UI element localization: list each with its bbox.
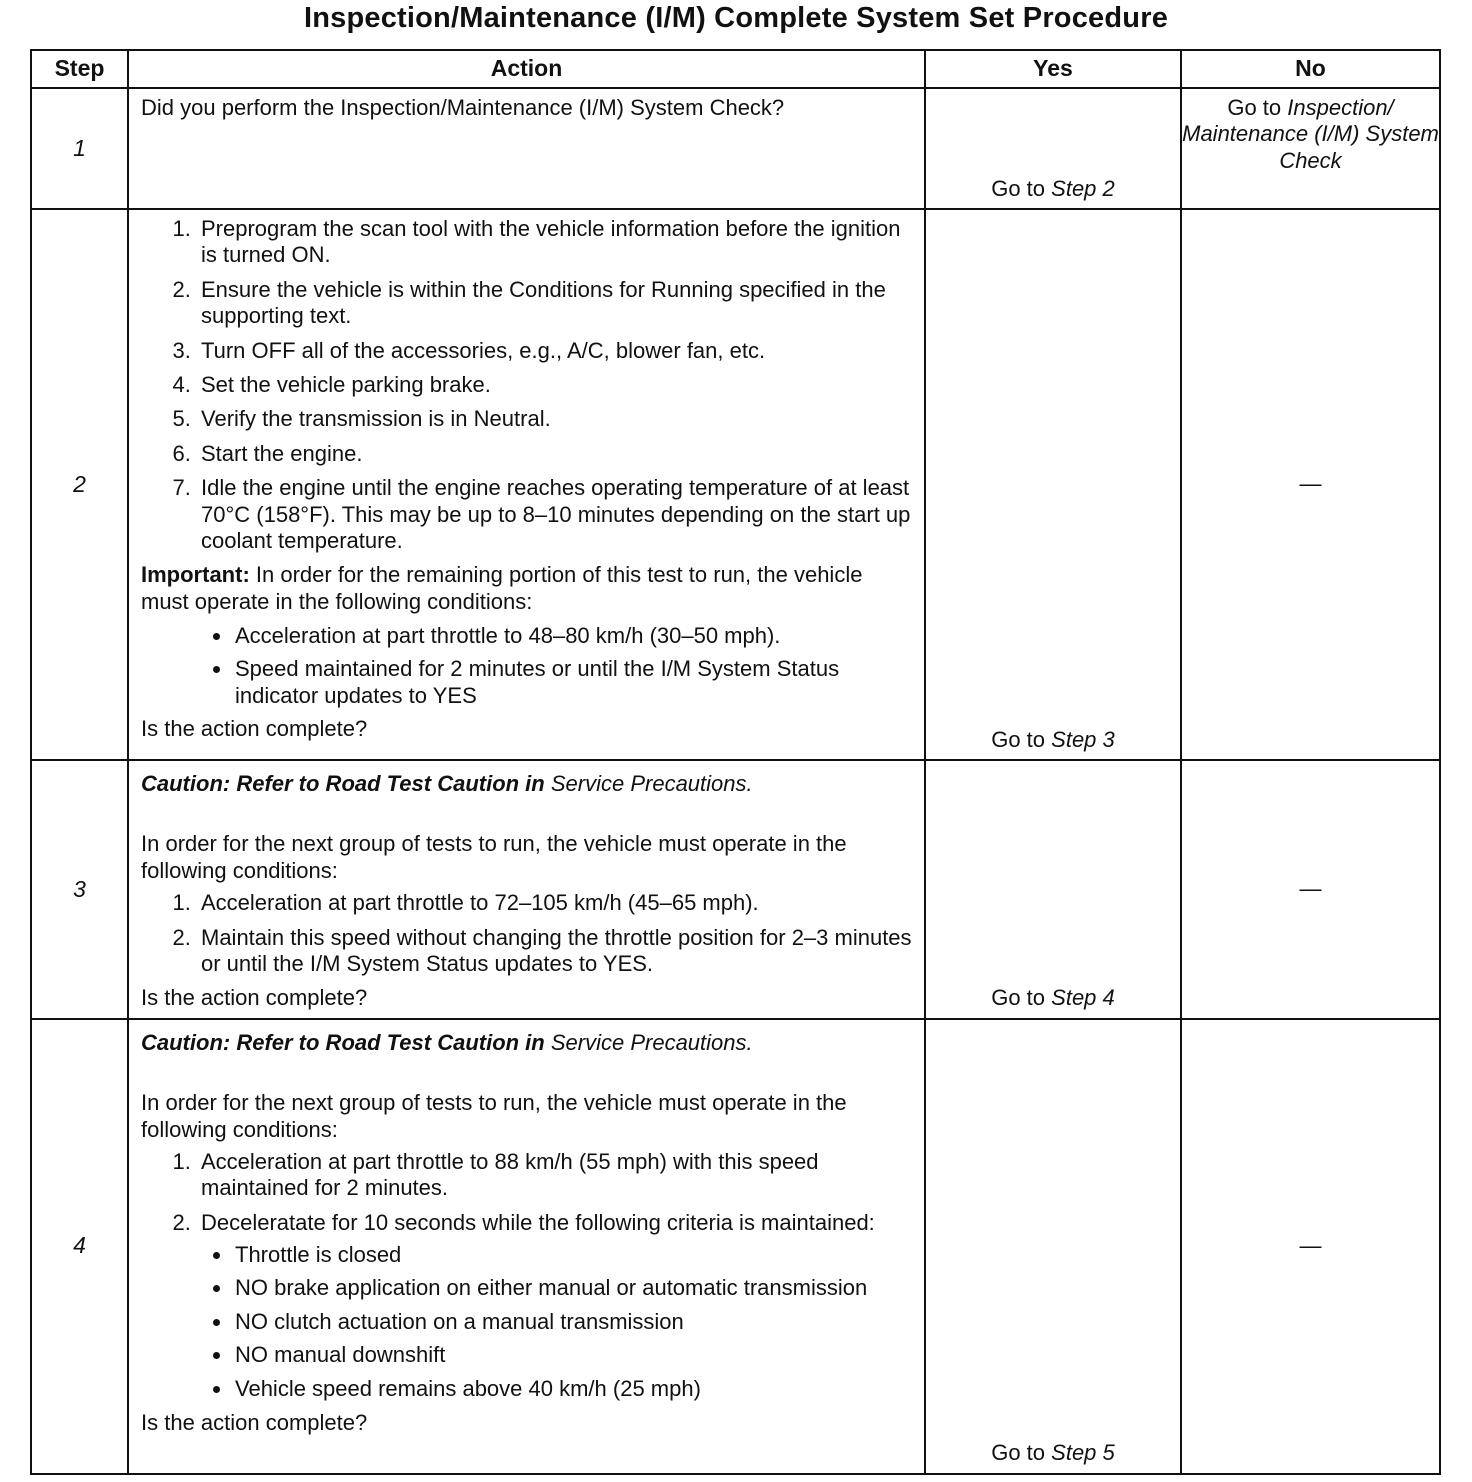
no-cell xyxy=(1181,209,1440,760)
list-item: 1. Acceleration at part throttle to 88 km/h (55 mph) with this speed maintained for 2 minutes. xyxy=(197,1149,912,1202)
caution-note xyxy=(141,1030,912,1056)
bullet-list xyxy=(141,623,912,709)
important-note xyxy=(141,562,912,615)
step-number: 3 xyxy=(31,760,128,1019)
bullet-item: • Acceleration at part throttle to 48–80 km/h (30–50 mph). xyxy=(233,623,912,649)
service-precautions-link[interactable]: Service Precautions. xyxy=(550,1029,753,1055)
important-label: Important: xyxy=(141,562,250,588)
action-question: Did you perform the Inspection/Maintenance (I/M) System Check? xyxy=(141,95,785,120)
yes-cell xyxy=(925,760,1181,1019)
no-cell xyxy=(1181,1019,1440,1474)
no-cell xyxy=(1181,760,1440,1019)
no-dash: — xyxy=(1299,876,1322,902)
list-item: 1. Acceleration at part throttle to 72–105 km/h (45–65 mph). xyxy=(197,890,912,916)
caution-text: Caution: Refer to Road Test Caution in xyxy=(141,1029,545,1055)
list-item xyxy=(197,1210,912,1402)
yes-goto-link[interactable]: Step 3 xyxy=(1051,726,1115,752)
bullet-item: • NO brake application on either manual or automatic transmission xyxy=(233,1275,912,1301)
action-question: Is the action complete? xyxy=(141,716,368,742)
yes-goto-prefix: Go to xyxy=(991,985,1046,1011)
list-item: 5. Verify the transmission is in Neutral. xyxy=(197,406,912,432)
action-cell xyxy=(128,1019,925,1474)
list-item: 7. Idle the engine until the engine reaches operating temperature of at least 70°C (158°F). This may be up to 8–10 minutes depending on the start up coolant temperature. xyxy=(197,475,912,554)
yes-goto-link[interactable]: Step 2 xyxy=(1051,175,1115,201)
action-question: Is the action complete? xyxy=(141,985,368,1011)
yes-goto-prefix: Go to xyxy=(991,1440,1046,1466)
no-dash: — xyxy=(1299,1233,1322,1259)
bullet-item: • Vehicle speed remains above 40 km/h (25 mph) xyxy=(233,1376,912,1402)
yes-cell xyxy=(925,209,1181,760)
no-cell xyxy=(1181,88,1440,209)
header-action: Action xyxy=(128,50,925,88)
header-row xyxy=(31,50,1440,88)
table-row-step-3 xyxy=(31,760,1440,1019)
service-precautions-link[interactable]: Service Precautions. xyxy=(550,771,753,796)
numbered-list xyxy=(141,216,912,554)
no-goto-link[interactable]: Inspection/ Maintenance (I/M) System Check xyxy=(1182,95,1439,173)
no-goto-prefix: Go to xyxy=(1227,95,1282,120)
table-row-step-4 xyxy=(31,1019,1440,1474)
list-item: 3. Turn OFF all of the accessories, e.g., A/C, blower fan, etc. xyxy=(197,338,912,364)
bullet-list xyxy=(201,1242,912,1402)
action-cell xyxy=(128,209,925,760)
intro-text: In order for the next group of tests to run, the vehicle must operate in the following conditions: xyxy=(141,831,847,883)
bullet-item: • Throttle is closed xyxy=(233,1242,912,1268)
step-number: 1 xyxy=(31,88,128,209)
caution-text: Caution: Refer to Road Test Caution in xyxy=(141,771,545,796)
numbered-list xyxy=(141,1149,912,1402)
caution-note xyxy=(141,771,912,797)
procedure-table xyxy=(30,49,1441,1475)
step-number: 4 xyxy=(31,1019,128,1474)
table-row-step-1 xyxy=(31,88,1440,209)
bullet-item: • NO manual downshift xyxy=(233,1342,912,1368)
list-item: 1. Preprogram the scan tool with the vehicle information before the ignition is turned ON. xyxy=(197,216,912,269)
header-yes: Yes xyxy=(925,50,1181,88)
list-item: 4. Set the vehicle parking brake. xyxy=(197,372,912,398)
list-item: 6. Start the engine. xyxy=(197,441,912,467)
action-question: Is the action complete? xyxy=(141,1410,368,1436)
bullet-item: • Speed maintained for 2 minutes or until the I/M System Status indicator updates to YES xyxy=(233,656,912,709)
action-cell xyxy=(128,88,925,209)
list-item-text: Deceleratate for 10 seconds while the following criteria is maintained: xyxy=(201,1209,875,1235)
list-item: 2. Ensure the vehicle is within the Conditions for Running specified in the supporting text. xyxy=(197,277,912,330)
yes-goto-link[interactable]: Step 5 xyxy=(1051,1440,1115,1466)
yes-goto-prefix: Go to xyxy=(991,175,1046,201)
bullet-item: • NO clutch actuation on a manual transmission xyxy=(233,1309,912,1335)
intro-text: In order for the next group of tests to run, the vehicle must operate in the following conditions: xyxy=(141,1090,847,1142)
numbered-list xyxy=(141,890,912,977)
action-cell xyxy=(128,760,925,1019)
table-row-step-2 xyxy=(31,209,1440,760)
important-text: In order for the remaining portion of this test to run, the vehicle must operate in the following conditions: xyxy=(141,562,863,614)
header-no: No xyxy=(1181,50,1440,88)
no-dash: — xyxy=(1299,471,1322,497)
yes-cell xyxy=(925,88,1181,209)
step-number: 2 xyxy=(31,209,128,760)
yes-goto-prefix: Go to xyxy=(991,726,1046,752)
header-step: Step xyxy=(31,50,128,88)
list-item: 2. Maintain this speed without changing the throttle position for 2–3 minutes or until the I/M System Status updates to YES. xyxy=(197,925,912,978)
yes-goto-link[interactable]: Step 4 xyxy=(1051,985,1115,1011)
yes-cell xyxy=(925,1019,1181,1474)
page-title: Inspection/Maintenance (I/M) Complete System Set Procedure xyxy=(303,2,1169,34)
